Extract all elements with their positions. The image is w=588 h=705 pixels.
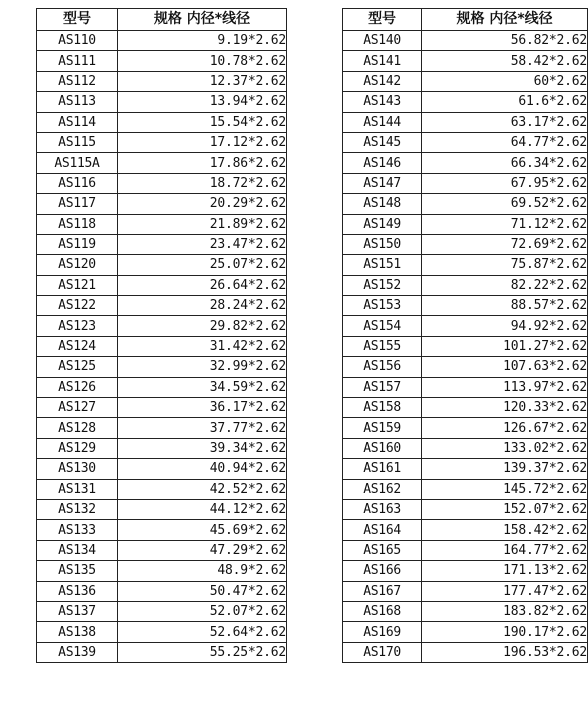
table-row bbox=[37, 459, 287, 479]
model-cell: AS160 bbox=[343, 438, 422, 458]
model-cell: AS145 bbox=[343, 132, 422, 152]
spec-cell: 164.77*2.62 bbox=[422, 540, 588, 560]
spec-cell: 158.42*2.62 bbox=[422, 520, 588, 540]
table-row bbox=[343, 316, 588, 336]
model-cell: AS129 bbox=[37, 438, 118, 458]
model-cell: AS141 bbox=[343, 51, 422, 71]
table-row bbox=[37, 255, 287, 275]
spec-cell: 50.47*2.62 bbox=[118, 581, 287, 601]
spec-cell: 52.64*2.62 bbox=[118, 622, 287, 642]
table-row bbox=[37, 622, 287, 642]
spec-cell: 56.82*2.62 bbox=[422, 31, 588, 51]
model-cell: AS112 bbox=[37, 71, 118, 91]
model-cell: AS119 bbox=[37, 234, 118, 254]
model-cell: AS151 bbox=[343, 255, 422, 275]
model-cell: AS127 bbox=[37, 398, 118, 418]
model-cell: AS117 bbox=[37, 194, 118, 214]
model-cell: AS121 bbox=[37, 275, 118, 295]
spec-cell: 45.69*2.62 bbox=[118, 520, 287, 540]
model-cell: AS143 bbox=[343, 92, 422, 112]
table-row bbox=[37, 377, 287, 397]
table-row bbox=[37, 398, 287, 418]
table-row bbox=[343, 255, 588, 275]
model-cell: AS148 bbox=[343, 194, 422, 214]
table-row bbox=[343, 561, 588, 581]
model-cell: AS122 bbox=[37, 296, 118, 316]
model-cell: AS123 bbox=[37, 316, 118, 336]
model-cell: AS139 bbox=[37, 642, 118, 662]
spec-cell: 28.24*2.62 bbox=[118, 296, 287, 316]
table-body-left bbox=[37, 31, 287, 663]
table-row bbox=[37, 275, 287, 295]
spec-cell: 12.37*2.62 bbox=[118, 71, 287, 91]
table-row bbox=[37, 112, 287, 132]
table-row bbox=[343, 194, 588, 214]
spec-cell: 15.54*2.62 bbox=[118, 112, 287, 132]
spec-cell: 42.52*2.62 bbox=[118, 479, 287, 499]
table-row bbox=[343, 275, 588, 295]
spec-cell: 9.19*2.62 bbox=[118, 31, 287, 51]
table-row bbox=[37, 132, 287, 152]
model-cell: AS138 bbox=[37, 622, 118, 642]
model-cell: AS159 bbox=[343, 418, 422, 438]
table-row bbox=[37, 71, 287, 91]
model-column-header: 型号 bbox=[37, 9, 118, 31]
model-cell: AS154 bbox=[343, 316, 422, 336]
table-row bbox=[37, 316, 287, 336]
spec-cell: 64.77*2.62 bbox=[422, 132, 588, 152]
model-cell: AS166 bbox=[343, 561, 422, 581]
spec-cell: 44.12*2.62 bbox=[118, 499, 287, 519]
spec-cell: 177.47*2.62 bbox=[422, 581, 588, 601]
spec-cell: 25.07*2.62 bbox=[118, 255, 287, 275]
model-cell: AS114 bbox=[37, 112, 118, 132]
model-cell: AS132 bbox=[37, 499, 118, 519]
table-row bbox=[37, 601, 287, 621]
table-row bbox=[343, 214, 588, 234]
spec-cell: 10.78*2.62 bbox=[118, 51, 287, 71]
model-cell: AS130 bbox=[37, 459, 118, 479]
spec-cell: 31.42*2.62 bbox=[118, 336, 287, 356]
spec-cell: 26.64*2.62 bbox=[118, 275, 287, 295]
spec-cell: 34.59*2.62 bbox=[118, 377, 287, 397]
table-row bbox=[343, 173, 588, 193]
spec-cell: 145.72*2.62 bbox=[422, 479, 588, 499]
spec-cell: 120.33*2.62 bbox=[422, 398, 588, 418]
table-row bbox=[343, 601, 588, 621]
spec-cell: 23.47*2.62 bbox=[118, 234, 287, 254]
table-row bbox=[37, 296, 287, 316]
table-row bbox=[343, 499, 588, 519]
table-row bbox=[343, 51, 588, 71]
table-row bbox=[343, 418, 588, 438]
spec-cell: 61.6*2.62 bbox=[422, 92, 588, 112]
table-row bbox=[343, 377, 588, 397]
table-row bbox=[37, 479, 287, 499]
table-row bbox=[37, 51, 287, 71]
spec-cell: 48.9*2.62 bbox=[118, 561, 287, 581]
spec-cell: 183.82*2.62 bbox=[422, 601, 588, 621]
model-cell: AS155 bbox=[343, 336, 422, 356]
model-cell: AS158 bbox=[343, 398, 422, 418]
table-row bbox=[343, 642, 588, 662]
model-cell: AS135 bbox=[37, 561, 118, 581]
model-cell: AS136 bbox=[37, 581, 118, 601]
table-row bbox=[37, 418, 287, 438]
table-row bbox=[37, 540, 287, 560]
model-cell: AS150 bbox=[343, 234, 422, 254]
header-row bbox=[343, 9, 588, 31]
model-cell: AS167 bbox=[343, 581, 422, 601]
spec-cell: 94.92*2.62 bbox=[422, 316, 588, 336]
model-cell: AS134 bbox=[37, 540, 118, 560]
table-row bbox=[343, 296, 588, 316]
model-cell: AS146 bbox=[343, 153, 422, 173]
spec-cell: 67.95*2.62 bbox=[422, 173, 588, 193]
model-cell: AS153 bbox=[343, 296, 422, 316]
model-cell: AS118 bbox=[37, 214, 118, 234]
model-cell: AS111 bbox=[37, 51, 118, 71]
model-cell: AS164 bbox=[343, 520, 422, 540]
model-cell: AS140 bbox=[343, 31, 422, 51]
spec-cell: 47.29*2.62 bbox=[118, 540, 287, 560]
model-cell: AS116 bbox=[37, 173, 118, 193]
table-row bbox=[343, 622, 588, 642]
model-cell: AS149 bbox=[343, 214, 422, 234]
model-column-header: 型号 bbox=[343, 9, 422, 31]
model-cell: AS170 bbox=[343, 642, 422, 662]
model-cell: AS142 bbox=[343, 71, 422, 91]
spec-cell: 72.69*2.62 bbox=[422, 234, 588, 254]
table-row bbox=[343, 71, 588, 91]
table-row bbox=[343, 438, 588, 458]
spec-cell: 52.07*2.62 bbox=[118, 601, 287, 621]
model-cell: AS133 bbox=[37, 520, 118, 540]
model-cell: AS113 bbox=[37, 92, 118, 112]
spec-cell: 171.13*2.62 bbox=[422, 561, 588, 581]
table-row bbox=[37, 520, 287, 540]
model-cell: AS124 bbox=[37, 336, 118, 356]
table-row bbox=[343, 540, 588, 560]
spec-cell: 113.97*2.62 bbox=[422, 377, 588, 397]
table-row bbox=[343, 581, 588, 601]
model-cell: AS156 bbox=[343, 357, 422, 377]
table-row bbox=[37, 194, 287, 214]
spec-cell: 60*2.62 bbox=[422, 71, 588, 91]
spec-cell: 29.82*2.62 bbox=[118, 316, 287, 336]
table-row bbox=[37, 357, 287, 377]
spec-table-right bbox=[342, 8, 588, 663]
table-row bbox=[343, 112, 588, 132]
spec-cell: 37.77*2.62 bbox=[118, 418, 287, 438]
spec-column-header: 规格 内径*线径 bbox=[118, 9, 287, 31]
table-row bbox=[37, 234, 287, 254]
spec-cell: 196.53*2.62 bbox=[422, 642, 588, 662]
table-row bbox=[37, 336, 287, 356]
table-row bbox=[343, 336, 588, 356]
spec-cell: 107.63*2.62 bbox=[422, 357, 588, 377]
spec-cell: 17.86*2.62 bbox=[118, 153, 287, 173]
spec-column-header: 规格 内径*线径 bbox=[422, 9, 588, 31]
table-row bbox=[343, 459, 588, 479]
spec-cell: 21.89*2.62 bbox=[118, 214, 287, 234]
spec-cell: 36.17*2.62 bbox=[118, 398, 287, 418]
table-row bbox=[37, 214, 287, 234]
model-cell: AS152 bbox=[343, 275, 422, 295]
model-cell: AS165 bbox=[343, 540, 422, 560]
spec-cell: 66.34*2.62 bbox=[422, 153, 588, 173]
model-cell: AS125 bbox=[37, 357, 118, 377]
spec-cell: 88.57*2.62 bbox=[422, 296, 588, 316]
spec-cell: 63.17*2.62 bbox=[422, 112, 588, 132]
spec-cell: 18.72*2.62 bbox=[118, 173, 287, 193]
model-cell: AS163 bbox=[343, 499, 422, 519]
spec-cell: 32.99*2.62 bbox=[118, 357, 287, 377]
spec-cell: 133.02*2.62 bbox=[422, 438, 588, 458]
table-row bbox=[37, 92, 287, 112]
spec-table-left bbox=[36, 8, 287, 663]
table-row bbox=[343, 520, 588, 540]
spec-cell: 40.94*2.62 bbox=[118, 459, 287, 479]
spec-cell: 71.12*2.62 bbox=[422, 214, 588, 234]
table-row bbox=[343, 234, 588, 254]
spec-cell: 82.22*2.62 bbox=[422, 275, 588, 295]
table-row bbox=[37, 31, 287, 51]
spec-cell: 55.25*2.62 bbox=[118, 642, 287, 662]
table-row bbox=[37, 438, 287, 458]
spec-cell: 101.27*2.62 bbox=[422, 336, 588, 356]
table-row bbox=[37, 561, 287, 581]
spec-cell: 20.29*2.62 bbox=[118, 194, 287, 214]
model-cell: AS162 bbox=[343, 479, 422, 499]
table-row bbox=[343, 357, 588, 377]
model-cell: AS169 bbox=[343, 622, 422, 642]
table-row bbox=[343, 92, 588, 112]
table-row bbox=[343, 132, 588, 152]
table-row bbox=[37, 499, 287, 519]
spec-cell: 58.42*2.62 bbox=[422, 51, 588, 71]
table-body-right bbox=[343, 31, 588, 663]
model-cell: AS157 bbox=[343, 377, 422, 397]
spec-cell: 17.12*2.62 bbox=[118, 132, 287, 152]
spec-cell: 39.34*2.62 bbox=[118, 438, 287, 458]
spec-cell: 190.17*2.62 bbox=[422, 622, 588, 642]
model-cell: AS147 bbox=[343, 173, 422, 193]
table-row bbox=[37, 173, 287, 193]
header-row bbox=[37, 9, 287, 31]
spec-cell: 75.87*2.62 bbox=[422, 255, 588, 275]
model-cell: AS131 bbox=[37, 479, 118, 499]
table-row bbox=[343, 479, 588, 499]
model-cell: AS120 bbox=[37, 255, 118, 275]
model-cell: AS110 bbox=[37, 31, 118, 51]
model-cell: AS137 bbox=[37, 601, 118, 621]
table-row bbox=[343, 398, 588, 418]
model-cell: AS168 bbox=[343, 601, 422, 621]
spec-cell: 126.67*2.62 bbox=[422, 418, 588, 438]
model-cell: AS128 bbox=[37, 418, 118, 438]
model-cell: AS115A bbox=[37, 153, 118, 173]
table-row bbox=[343, 153, 588, 173]
table-row bbox=[37, 153, 287, 173]
model-cell: AS126 bbox=[37, 377, 118, 397]
table-row bbox=[343, 31, 588, 51]
table-row bbox=[37, 642, 287, 662]
table-row bbox=[37, 581, 287, 601]
spec-cell: 152.07*2.62 bbox=[422, 499, 588, 519]
model-cell: AS115 bbox=[37, 132, 118, 152]
spec-cell: 69.52*2.62 bbox=[422, 194, 588, 214]
spec-cell: 139.37*2.62 bbox=[422, 459, 588, 479]
model-cell: AS144 bbox=[343, 112, 422, 132]
model-cell: AS161 bbox=[343, 459, 422, 479]
spec-cell: 13.94*2.62 bbox=[118, 92, 287, 112]
